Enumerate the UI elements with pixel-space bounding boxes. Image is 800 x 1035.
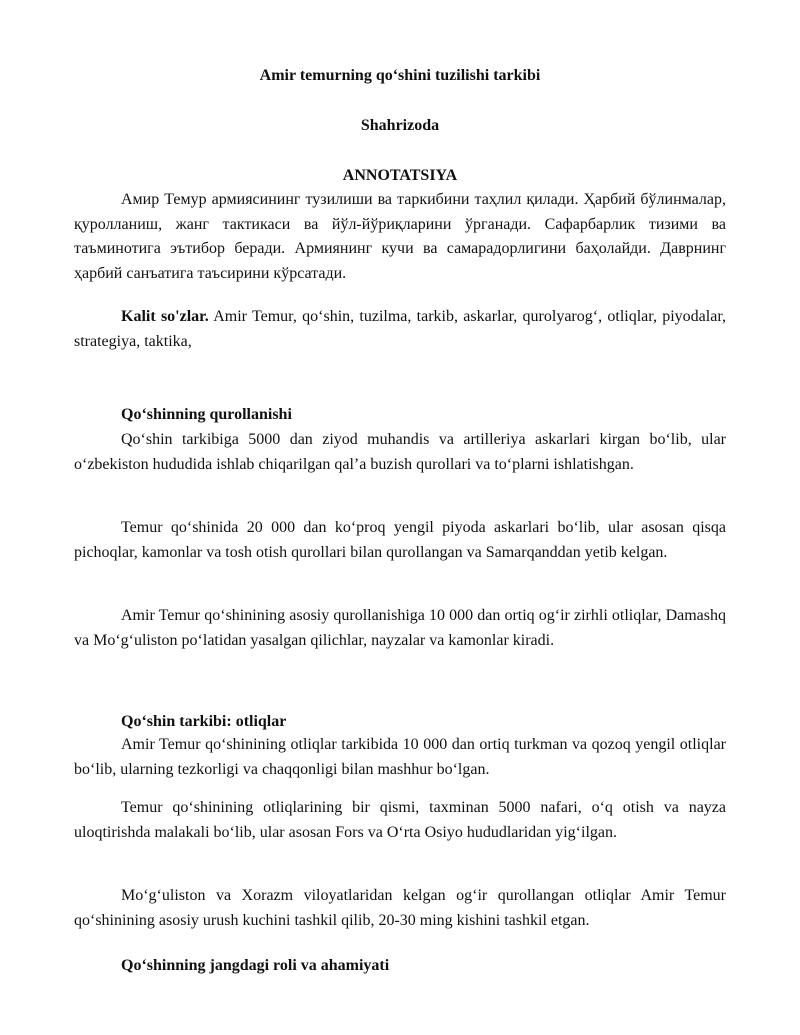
paragraph-armament-2: Temur qo‘shinida 20 000 dan ko‘proq yengil piyoda askarlari bo‘lib, ular asosan qisqa pichoqlar, kamonlar va tosh otish qurollari bilan qurollangan va Samarqanddan yetib kelgan. xyxy=(74,519,726,561)
keywords-label: Kalit so'zlar. xyxy=(121,308,209,325)
document-title: Amir temurning qo‘shini tuzilishi tarkibi xyxy=(259,67,541,84)
section-heading-battle-role: Qo‘shinning jangdagi roli va ahamiyati xyxy=(121,957,390,974)
paragraph-cavalry-3: Mo‘g‘uliston va Xorazm viloyatlaridan kelgan og‘ir qurollangan otliqlar Amir Temur qo‘shinining asosiy urush kuchini tashkil qilib, 20-30 ming kishini tashkil etgan. xyxy=(74,887,726,929)
section-heading-cavalry: Qo‘shin tarkibi: otliqlar xyxy=(121,713,287,730)
annotation-paragraph: Амир Темур армиясининг тузилиши ва таркибини таҳлил қилади. Ҳарбий бўлинмалар, қуролланиш, жанг тактикаси ва йўл-йўриқларини ўрганади. Сафарбарлик тизими ва таъминотига эътибор беради. Армиянинг кучи ва самарадорлигини баҳолайди. Даврнинг ҳарбий санъатига таъсирини кўрсатади. xyxy=(74,191,726,282)
paragraph-cavalry-1: Amir Temur qo‘shinining otliqlar tarkibida 10 000 dan ortiq turkman va qozoq yengil otliqlar bo‘lib, ularning tezkorligi va chaqqonligi bilan mashhur bo‘lgan. xyxy=(74,736,726,778)
keywords-text: Amir Temur, qo‘shin, tuzilma, tarkib, askarlar, qurolyarog‘, otliqlar, piyodalar, strategiya, taktika, xyxy=(74,308,726,350)
paragraph-armament-1: Qo‘shin tarkibiga 5000 dan ziyod muhandis va artilleriya askarlari kirgan bo‘lib, ular o‘zbekiston hududida ishlab chiqarilgan qal’a buzish qurollari va to‘plarni ishlatishgan. xyxy=(74,431,726,473)
paragraph-armament-3: Amir Temur qo‘shinining asosiy qurollanishiga 10 000 dan ortiq og‘ir zirhli otliqlar, Damashq va Mo‘g‘uliston po‘latidan yasalgan qilichlar, nayzalar va kamonlar kiradi. xyxy=(74,607,726,649)
annotation-heading: ANNOTATSIYA xyxy=(342,167,458,184)
paragraph-cavalry-2: Temur qo‘shinining otliqlarining bir qismi, taxminan 5000 nafari, o‘q otish va nayza uloqtirishda malakali bo‘lib, ular asosan Fors va O‘rta Osiyo hududlaridan yig‘ilgan. xyxy=(74,799,726,841)
section-heading-armament: Qo‘shinning qurollanishi xyxy=(121,406,292,423)
author-name: Shahrizoda xyxy=(360,117,440,134)
keywords-paragraph xyxy=(74,305,726,354)
